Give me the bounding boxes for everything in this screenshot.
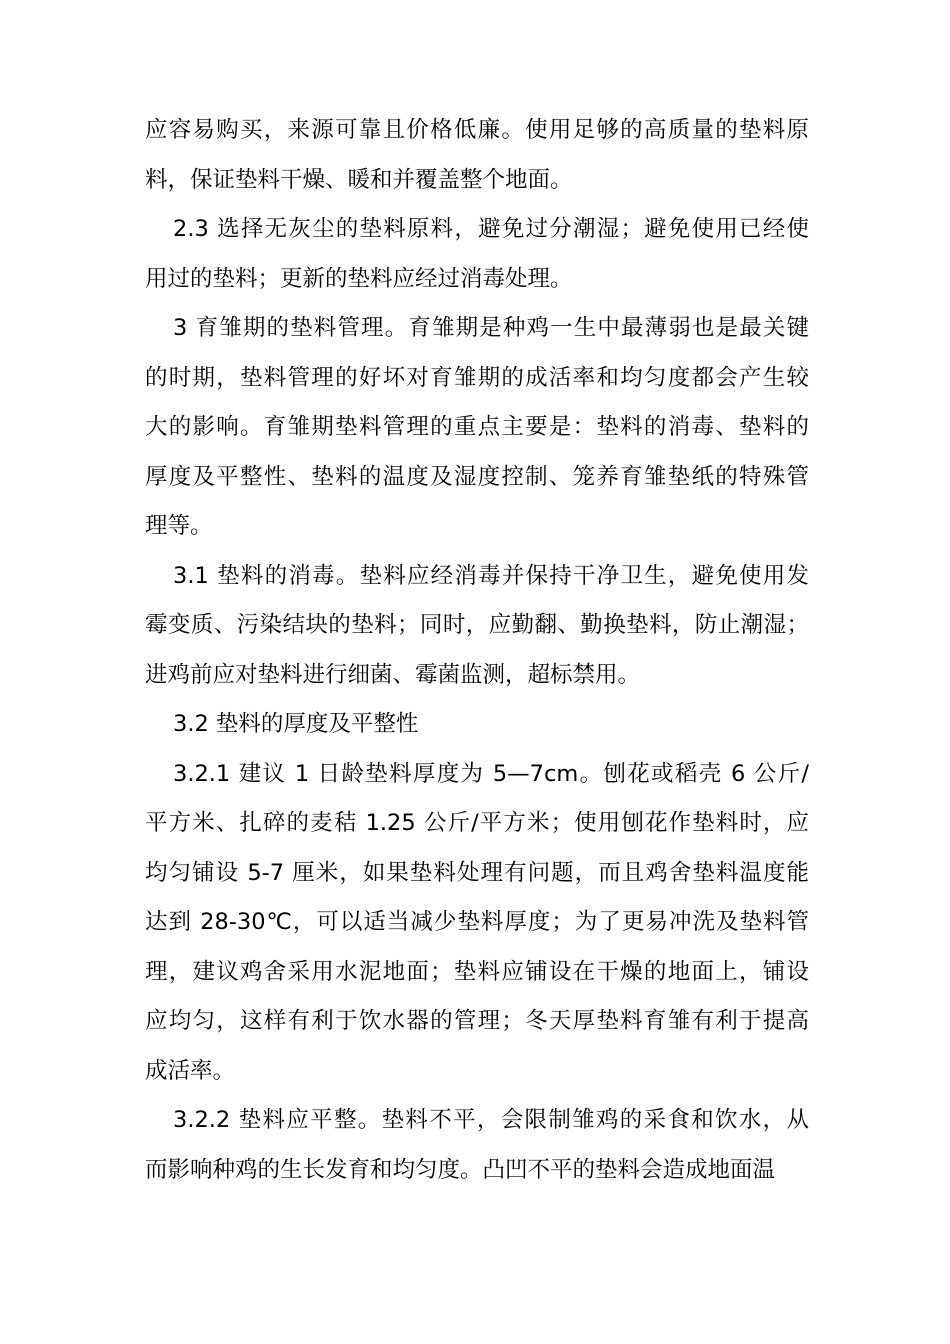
text-line: 3.2.1 建议 1 日龄垫料厚度为 5—7cm。刨花或稻壳 6 公斤/ [173,760,809,787]
text-line: 料，保证垫料干燥、暖和并覆盖整个地面。 [145,166,573,193]
paragraph-p-3-1 [145,552,809,701]
text-line: 应容易购买，来源可靠且价格低廉。使用足够的高质量的垫料原 [145,117,809,143]
text-line: 霉变质、污染结块的垫料；同时，应勤翻、勤换垫料，防止潮湿； [145,612,809,638]
text-line: 用过的垫料；更新的垫料应经过消毒处理。 [145,265,573,292]
text-line: 理等。 [145,513,213,539]
text-line: 2.3 选择无灰尘的垫料原料，避免过分潮湿；避免使用已经使 [173,216,809,242]
text-line: 3.2 垫料的厚度及平整性 [173,711,419,737]
text-line: 平方米、扎碎的麦秸 1.25 公斤/平方米；使用刨花作垫料时，应 [145,810,809,836]
text-line: 进鸡前应对垫料进行细菌、霉菌监测，超标禁用。 [145,661,641,688]
paragraph-p-intro-cont [145,106,809,205]
text-line: 均匀铺设 5-7 厘米，如果垫料处理有问题，而且鸡舍垫料温度能 [145,859,809,886]
text-line: 的时期，垫料管理的好坏对育雏期的成活率和均匀度都会产生较 [145,364,809,391]
text-line: 3 育雏期的垫料管理。育雏期是种鸡一生中最薄弱也是最关键 [173,315,809,341]
text-line: 理，建议鸡舍采用水泥地面；垫料应铺设在干燥的地面上，铺设 [145,958,809,985]
paragraph-p-3 [145,304,809,552]
paragraph-p-3-2-2 [145,1096,809,1195]
document-body [145,106,809,1195]
paragraph-p-3-2-1 [145,750,809,1097]
paragraph-p-2-3 [145,205,809,304]
text-line: 3.2.2 垫料应平整。垫料不平，会限制雏鸡的采食和饮水，从 [173,1107,809,1133]
text-line: 成活率。 [145,1057,236,1084]
paragraph-p-3-2 [145,700,809,750]
text-line: 而影响种鸡的生长发育和均匀度。凸凹不平的垫料会造成地面温 [145,1156,776,1183]
text-line: 应均匀，这样有利于饮水器的管理；冬天厚垫料育雏有利于提高 [145,1008,809,1034]
text-line: 厚度及平整性、垫料的温度及湿度控制、笼养育雏垫纸的特殊管 [145,463,809,490]
text-line: 达到 28-30℃，可以适当减少垫料厚度；为了更易冲洗及垫料管 [145,909,809,935]
text-line: 3.1 垫料的消毒。垫料应经消毒并保持干净卫生，避免使用发 [173,562,809,589]
text-line: 大的影响。育雏期垫料管理的重点主要是：垫料的消毒、垫料的 [145,414,809,440]
